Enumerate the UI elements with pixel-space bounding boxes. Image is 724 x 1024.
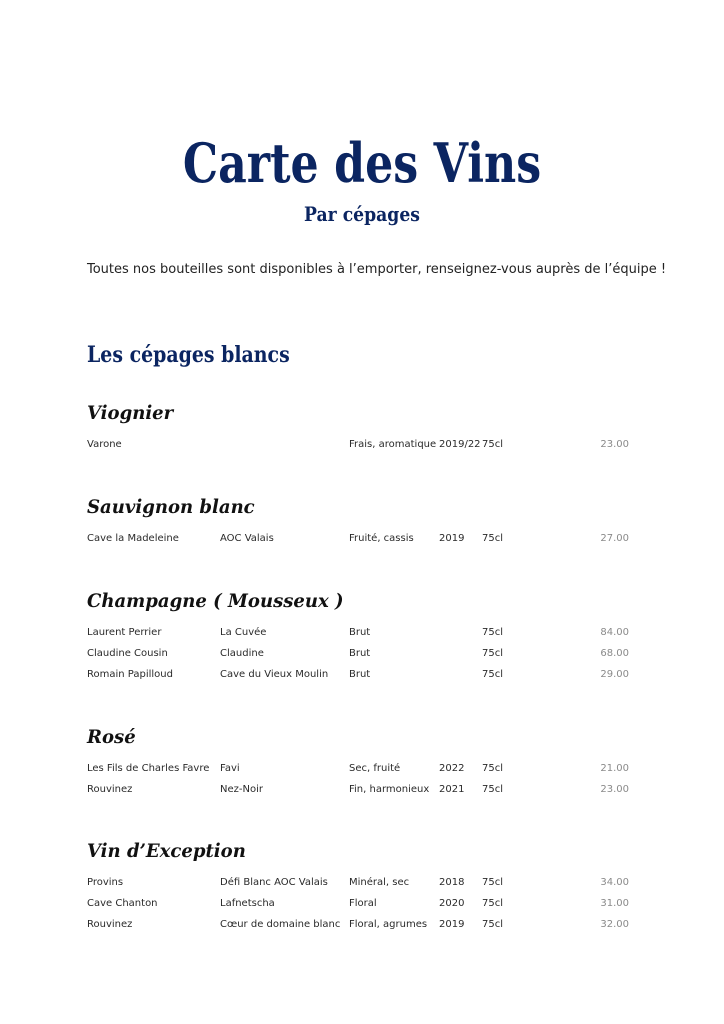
description-cell: Fruité, cassis: [349, 533, 414, 544]
size-cell: 75cl: [482, 763, 504, 774]
group-title: Sauvignon blanc: [87, 496, 255, 518]
producer-cell: Cave Chanton: [87, 898, 158, 909]
year-cell: 2022: [439, 763, 465, 774]
producer-cell: Claudine Cousin: [87, 648, 168, 659]
description-cell: Brut: [349, 627, 371, 638]
table-row: [87, 622, 647, 643]
table-row: [87, 914, 647, 935]
size-cell: 75cl: [482, 877, 504, 888]
price-cell: 23.00: [600, 784, 629, 795]
cuvee-cell: Favi: [220, 763, 240, 774]
size-cell: 75cl: [482, 919, 504, 930]
group-title: Viognier: [87, 402, 174, 424]
cuvee-cell: AOC Valais: [220, 533, 274, 544]
price-cell: 23.00: [600, 439, 629, 450]
size-cell: 75cl: [482, 784, 504, 795]
description-cell: Frais, aromatique: [349, 439, 437, 450]
description-cell: Fin, harmonieux: [349, 784, 430, 795]
table-row: [87, 643, 647, 664]
table-row: [87, 758, 647, 779]
table-row: [87, 893, 647, 914]
group-vin-exception: [87, 836, 647, 935]
intro-text: Toutes nos bouteilles sont disponibles à l’emporter, renseignez-vous auprès de l’équipe !: [87, 262, 667, 277]
year-cell: 2020: [439, 898, 465, 909]
producer-cell: Varone: [87, 439, 122, 450]
year-cell: 2019/22: [439, 439, 481, 450]
description-cell: Floral: [349, 898, 377, 909]
producer-cell: Cave la Madeleine: [87, 533, 179, 544]
cuvee-cell: La Cuvée: [220, 627, 267, 638]
cuvee-cell: Cœur de domaine blanc: [220, 919, 341, 930]
price-cell: 84.00: [600, 627, 629, 638]
price-cell: 31.00: [600, 898, 629, 909]
price-cell: 68.00: [600, 648, 629, 659]
price-cell: 21.00: [600, 763, 629, 774]
section-heading-white-grapes: Les cépages blancs: [87, 342, 290, 368]
size-cell: 75cl: [482, 669, 504, 680]
table-row: [87, 872, 647, 893]
size-cell: 75cl: [482, 627, 504, 638]
price-cell: 32.00: [600, 919, 629, 930]
cuvee-cell: Nez-Noir: [220, 784, 263, 795]
size-cell: 75cl: [482, 898, 504, 909]
cuvee-cell: Cave du Vieux Moulin: [220, 669, 329, 680]
price-cell: 29.00: [600, 669, 629, 680]
year-cell: 2019: [439, 533, 465, 544]
table-row: [87, 434, 647, 455]
size-cell: 75cl: [482, 648, 504, 659]
cuvee-cell: Claudine: [220, 648, 264, 659]
group-viognier: [87, 398, 647, 455]
producer-cell: Rouvinez: [87, 919, 133, 930]
producer-cell: Les Fils de Charles Favre: [87, 763, 210, 774]
group-sauvignon-blanc: [87, 492, 647, 549]
size-cell: 75cl: [482, 533, 504, 544]
cuvee-cell: Défi Blanc AOC Valais: [220, 877, 328, 888]
producer-cell: Romain Papilloud: [87, 669, 173, 680]
year-cell: 2021: [439, 784, 465, 795]
page-title: Carte des Vins: [182, 131, 542, 195]
group-title: Vin d’Exception: [87, 840, 246, 862]
price-cell: 34.00: [600, 877, 629, 888]
group-title: Champagne ( Mousseux ): [87, 590, 344, 612]
description-cell: Floral, agrumes: [349, 919, 428, 930]
year-cell: 2019: [439, 919, 465, 930]
price-cell: 27.00: [600, 533, 629, 544]
group-rose: [87, 722, 647, 800]
size-cell: 75cl: [482, 439, 504, 450]
producer-cell: Provins: [87, 877, 124, 888]
cuvee-cell: Lafnetscha: [220, 898, 275, 909]
description-cell: Sec, fruité: [349, 763, 401, 774]
description-cell: Brut: [349, 648, 371, 659]
group-champagne: [87, 586, 647, 685]
description-cell: Minéral, sec: [349, 877, 410, 888]
table-row: [87, 779, 647, 800]
table-row: [87, 528, 647, 549]
description-cell: Brut: [349, 669, 371, 680]
table-row: [87, 664, 647, 685]
producer-cell: Rouvinez: [87, 784, 133, 795]
group-title: Rosé: [87, 726, 136, 748]
producer-cell: Laurent Perrier: [87, 627, 162, 638]
year-cell: 2018: [439, 877, 465, 888]
page-subtitle: Par cépages: [304, 202, 420, 226]
